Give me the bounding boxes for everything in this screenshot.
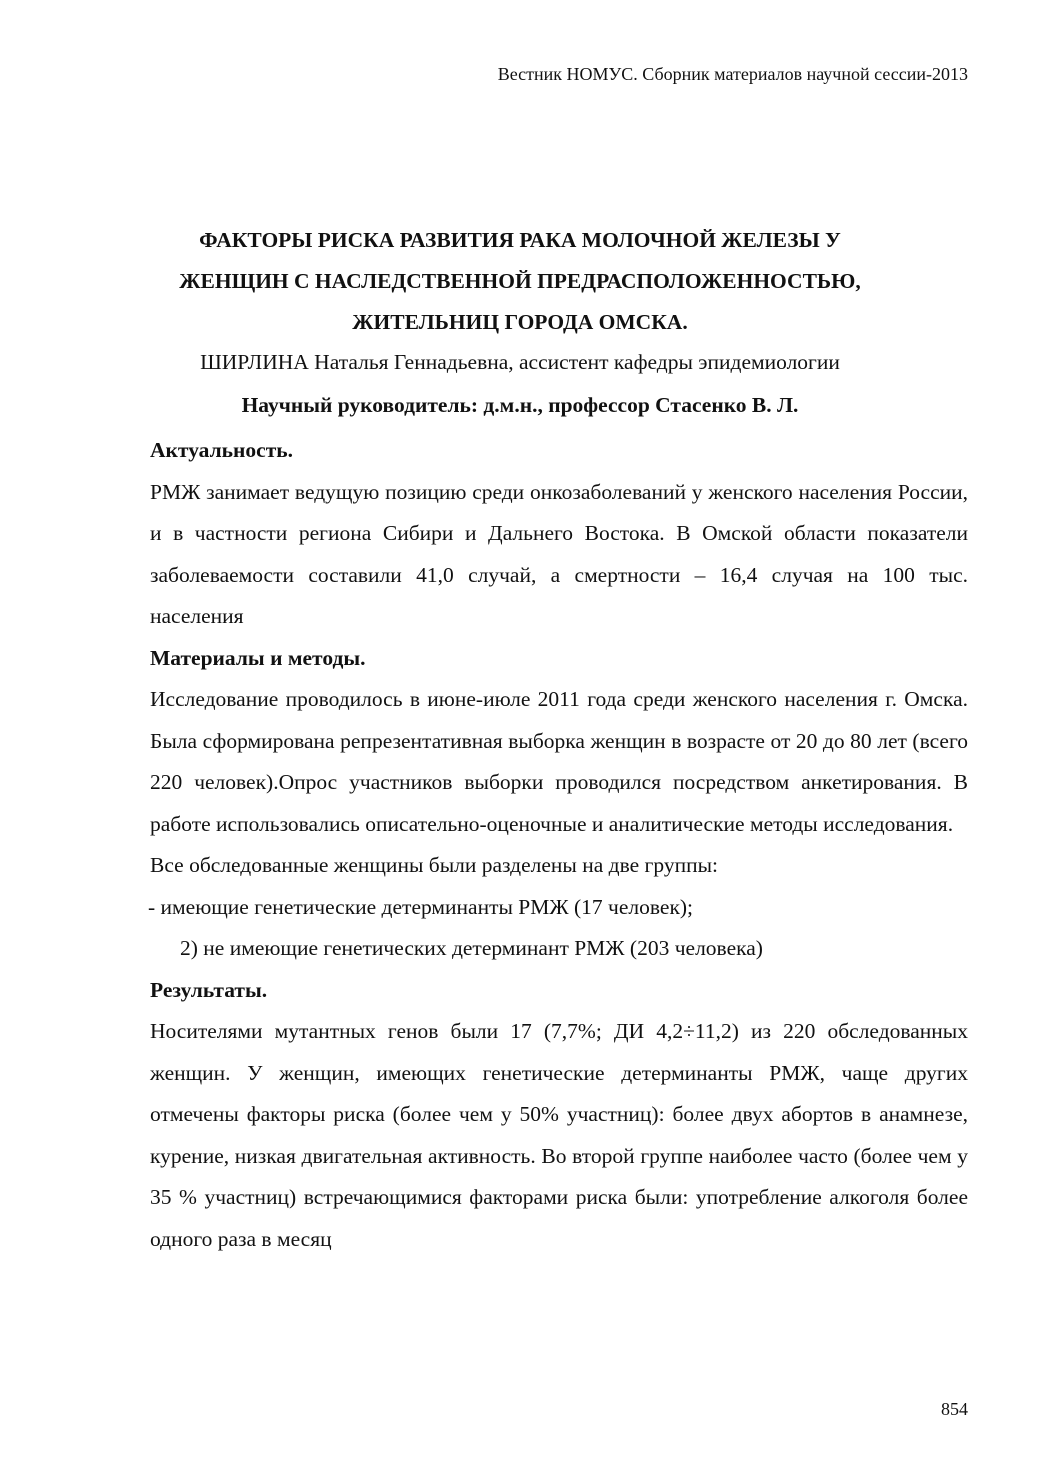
section-heading-methods: Материалы и методы.: [150, 645, 366, 670]
author-line: ШИРЛИНА Наталья Геннадьевна, ассистент кафедры эпидемиологии: [200, 350, 840, 374]
groups-intro: Все обследованные женщины были разделены на две группы:: [150, 853, 719, 877]
page-number: 854: [941, 1399, 968, 1419]
relevance-paragraph: РМЖ занимает ведущую позицию среди онкозаболеваний у женского населения России, и в частности региона Сибири и Дальнего Востока. В Омской области показатели заболеваемости составили 41,0 случай, а смертности – 16,4 случая на 100 тыс. населения: [150, 479, 968, 628]
article-title-line: ЖИТЕЛЬНИЦ ГОРОДА ОМСКА.: [352, 310, 688, 334]
article-title-line: ЖЕНЩИН С НАСЛЕДСТВЕННОЙ ПРЕДРАСПОЛОЖЕННОСТЬЮ,: [179, 269, 861, 293]
section-heading-results: Результаты.: [150, 977, 268, 1002]
results-paragraph: Носителями мутантных генов были 17 (7,7%; ДИ 4,2÷11,2) из 220 обследованных женщин. У женщин, имеющих генетические детерминанты РМЖ, чаще других отмечены факторы риска (более чем у 50% участниц): более двух абортов в анамнезе, курение, низкая двигательная активность. Во второй группе наиболее часто (более чем у 35 % участниц) встречающимися факторами риска были: употребление алкоголя более одного раза в месяц: [150, 1019, 968, 1251]
section-heading-relevance: Актуальность.: [150, 438, 294, 462]
running-header: Вестник НОМУС. Сборник материалов научной сессии-2013: [497, 64, 968, 84]
article-title: [140, 220, 900, 343]
article-body: [150, 430, 968, 1260]
article-title-line: ФАКТОРЫ РИСКА РАЗВИТИЯ РАКА МОЛОЧНОЙ ЖЕЛЕЗЫ У: [199, 228, 841, 252]
supervisor-line: Научный руководитель: д.м.н., профессор Стасенко В. Л.: [241, 393, 799, 417]
group-list-item-1: - имеющие генетические детерминанты РМЖ (17 человек);: [148, 894, 694, 919]
methods-paragraph: Исследование проводилось в июне-июле 2011 года среди женского населения г. Омска. Была сформирована репрезентативная выборка женщин в возрасте от 20 до 80 лет (всего 220 человек).Опрос участников выборки проводился посредством анкетирования. В работе использовались описательно-оценочные и аналитические методы исследования.: [150, 687, 968, 836]
group-list-item-2: 2) не имеющие генетических детерминант РМЖ (203 человека): [180, 936, 763, 960]
